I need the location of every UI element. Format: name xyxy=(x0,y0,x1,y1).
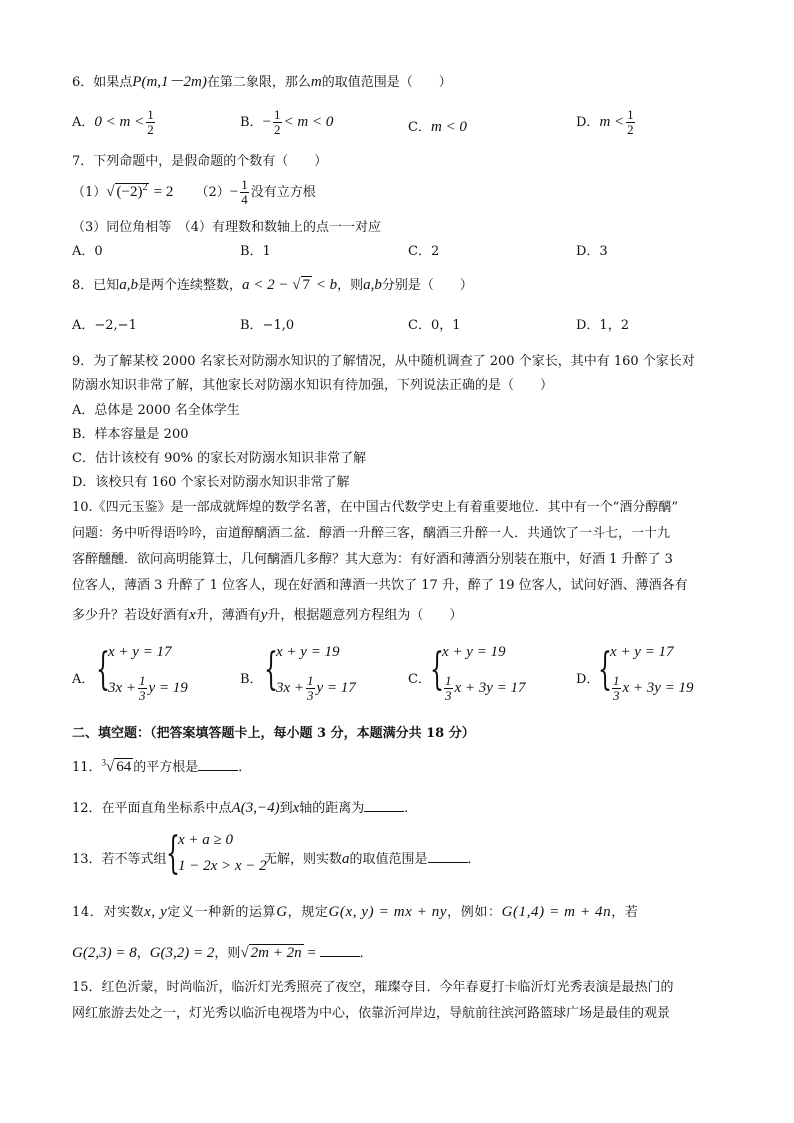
q10-c-frac xyxy=(444,674,453,703)
q14-radicand: 2m + 2n xyxy=(250,945,302,961)
q10-d-den: 3 xyxy=(613,688,620,703)
q9-option-c: C．估计该校有 90% 的家长对防溺水知识非常了解 xyxy=(72,451,367,466)
q10-d-eq2 xyxy=(610,674,694,703)
q12-stem xyxy=(72,797,417,817)
q13-mid: 无解，则实数 xyxy=(264,852,343,867)
q6-option-a xyxy=(72,108,157,137)
section-heading-fill-in: 二、填空题：（把答案填答题卡上，每小题 3 分，本题满分共 18 分） xyxy=(72,726,475,741)
q14-line2 xyxy=(72,942,373,962)
q6-option-b xyxy=(240,108,333,137)
q8-tail2: 分别是（ ） xyxy=(381,278,473,293)
q10-d-frac xyxy=(612,674,621,703)
q10-d-label: D． xyxy=(576,672,600,687)
q10-c-den: 3 xyxy=(445,688,452,703)
q14-sep: ， xyxy=(136,946,150,961)
q14-end: ． xyxy=(359,946,373,961)
q10-b-eq2b: y = 17 xyxy=(316,679,356,696)
q11-answer-blank[interactable] xyxy=(198,758,238,771)
q11-sqrt-sign: √ xyxy=(106,759,115,775)
q14-answer-blank[interactable] xyxy=(320,944,360,957)
q6-var: m xyxy=(310,74,322,90)
q6-d-den: 2 xyxy=(627,122,634,137)
q6-stem xyxy=(72,70,452,91)
q10-a-brace: { xyxy=(96,644,110,695)
q6-point: P(m,1－2m) xyxy=(132,74,207,90)
q11-radicand: 64 xyxy=(116,759,132,775)
q10-line5c: 升，根据题意列方程组为（ ） xyxy=(267,608,463,623)
q12-tail: 轴的距离为 xyxy=(299,801,365,816)
q15-line2: 网红旅游去处之一，灯光秀以临沂电视塔为中心，依靠沂河岸边，导航前往滨河路篮球广场是最佳的观景 xyxy=(72,1006,671,1021)
q10-b-brace: { xyxy=(264,644,278,695)
q14-def: G(x, y) = mx + ny xyxy=(328,904,448,920)
q10-a-label: A． xyxy=(72,672,95,687)
q10-line3: 客醉醺醺．欲问高明能算士，几何醨酒几多醇？其大意为：有好酒和薄酒分别装在瓶中，好酒 1 升醉了 3 xyxy=(72,552,673,567)
q10-a-den: 3 xyxy=(139,688,146,703)
q10-line5b: 升，薄酒有 xyxy=(195,608,261,623)
q14-cond1: G(2,3) = 8 xyxy=(72,945,137,961)
q10-b-num: 1 xyxy=(307,673,314,688)
q7-item2-num: 1 xyxy=(241,177,248,192)
q14-l1c: ，规定 xyxy=(287,905,329,920)
q10-line5 xyxy=(72,604,462,624)
q6-b-den: 2 xyxy=(274,122,281,137)
q14-l1a: 14．对实数 xyxy=(72,905,145,920)
q12-axis: x xyxy=(292,800,300,816)
q6-option-c xyxy=(408,116,467,136)
q9-option-b: B．样本容量是 200 xyxy=(72,427,189,442)
q6-d-num: 1 xyxy=(627,107,634,122)
q14-l1e: ，若 xyxy=(611,905,639,920)
q7-item2-den: 4 xyxy=(241,192,248,207)
q10-option-c xyxy=(430,640,550,706)
q13-end: ． xyxy=(467,852,481,867)
q8-option-a: A．−2,−1 xyxy=(72,318,137,333)
q14-ex: G(1,4) = m + 4n xyxy=(501,904,612,920)
q8-sqrt-sign: √ xyxy=(292,277,301,293)
q10-y: y xyxy=(260,607,268,623)
q12-mid: 到 xyxy=(279,801,293,816)
q7-option-c: C．2 xyxy=(408,244,440,259)
q12-point: A(3,−4) xyxy=(231,800,280,816)
q6-b-minus: − xyxy=(262,114,272,130)
q6-tail: 的取值范围是（ ） xyxy=(321,75,452,90)
q10-d-eq2b: x + 3y = 19 xyxy=(622,679,694,696)
q14-cond2: G(3,2) = 2 xyxy=(149,945,215,961)
q6-d-label: D． xyxy=(576,115,600,130)
q8-mid: 是两个连续整数， xyxy=(138,278,243,293)
q6-a-num: 1 xyxy=(147,107,154,122)
q8-prefix: 8．已知 xyxy=(72,278,120,293)
q10-x: x xyxy=(189,607,196,623)
q14-equals: = xyxy=(303,945,320,961)
q8-option-b: B．−1,0 xyxy=(240,318,295,333)
q6-c-label: C． xyxy=(408,120,431,135)
q7-items-row2: （3）同位角相等 （4）有理数和数轴上的点一一对应 xyxy=(72,220,382,235)
q10-c-eq2 xyxy=(442,674,526,703)
q10-b-frac xyxy=(306,674,315,703)
q11-stem xyxy=(72,756,251,776)
q14-l1b: 定义一种新的运算 xyxy=(167,905,277,920)
q7-item1-sup: 2 xyxy=(142,182,148,193)
q7-item2-minus: − xyxy=(229,184,239,200)
q10-option-b xyxy=(264,640,384,706)
q6-prefix: 6．如果点 xyxy=(72,75,133,90)
q8-option-d: D．1，2 xyxy=(576,318,629,333)
q8-tail1: ，则 xyxy=(337,278,364,293)
q8-ineq-left: a < 2 − xyxy=(242,277,293,293)
q10-a-eq2b: y = 19 xyxy=(148,679,188,696)
q10-b-eq2 xyxy=(276,674,356,703)
q13-prefix: 13．若不等式组 xyxy=(72,852,167,867)
q8-ineq-rad: 7 xyxy=(302,277,311,293)
q10-c-eq1: x + y = 19 xyxy=(442,644,506,660)
q12-end: ． xyxy=(404,801,418,816)
q6-a-den: 2 xyxy=(147,122,154,137)
q10-a-frac xyxy=(138,674,147,703)
q7-option-b: B．1 xyxy=(240,244,271,259)
q11-prefix: 11． xyxy=(72,760,102,775)
q10-b-eq1: x + y = 19 xyxy=(276,644,340,660)
q7-item1-label: （1） xyxy=(72,185,107,200)
q10-c-eq2b: x + 3y = 17 xyxy=(454,679,526,696)
q13-eq2: 1 − 2x > x − 2 xyxy=(178,858,267,874)
q7-item1-radicand xyxy=(115,183,150,200)
q7-option-a: A．0 xyxy=(72,244,103,259)
q7-item1-rad: (−2) xyxy=(116,184,143,200)
q10-line5a: 多少升？若设好酒有 xyxy=(72,608,190,623)
q6-d-fraction xyxy=(626,108,635,137)
q15-line1: 15．红色沂蒙，时尚临沂，临沂灯光秀照亮了夜空，璀璨夺目．今年春夏打卡临沂灯光秀表演是最热门的 xyxy=(72,980,674,995)
q6-b-fraction xyxy=(273,108,282,137)
q13-tail-text: 的取值范围是 xyxy=(349,852,428,867)
q14-l1d: ，例如： xyxy=(447,905,502,920)
q8-ab: a,b xyxy=(119,277,139,293)
q13-tail xyxy=(264,848,481,868)
q10-b-label: B． xyxy=(240,672,263,687)
q9-option-a: A．总体是 2000 名全体学生 xyxy=(72,403,240,418)
q10-d-brace: { xyxy=(598,644,612,695)
q10-line2: 问题：务中听得语吟吟，亩道醇醨酒二盆．醇酒一升醉三客，醨酒三升醉一人．共通饮了一斗七，一十九 xyxy=(72,526,671,541)
q10-c-label: C． xyxy=(408,672,431,687)
q6-b-right: < m < 0 xyxy=(283,114,334,130)
q13-brace: { xyxy=(166,828,180,879)
q10-d-eq1: x + y = 17 xyxy=(610,644,674,660)
q11-end: ． xyxy=(238,760,252,775)
q12-answer-blank[interactable] xyxy=(364,799,404,812)
q8-stem xyxy=(72,274,473,294)
q6-d-left: m < xyxy=(599,114,625,130)
q7-option-d: D．3 xyxy=(576,244,608,259)
q14-line1 xyxy=(72,901,638,921)
q12-prefix: 12．在平面直角坐标系中点 xyxy=(72,801,232,816)
q6-option-d xyxy=(576,108,637,137)
q14-sqrt-sign: √ xyxy=(240,945,249,961)
q11-root-index: 3 xyxy=(101,757,107,768)
q7-sqrt-sign: √ xyxy=(106,184,115,200)
q7-item1-rest: = 2 xyxy=(153,184,174,200)
q7-item2-fraction xyxy=(240,178,249,207)
q10-a-eq1: x + y = 17 xyxy=(108,644,172,660)
q8-option-c: C．0，1 xyxy=(408,318,461,333)
q7-item2-text: 没有立方根 xyxy=(250,185,316,200)
q14-xy: x, y xyxy=(144,904,168,920)
q14-g: G xyxy=(276,904,288,920)
q10-a-num: 1 xyxy=(139,673,146,688)
q8-ab2: a,b xyxy=(363,277,382,293)
q6-b-label: B． xyxy=(240,115,263,130)
q13-eq1: x + a ≥ 0 xyxy=(178,832,234,848)
q9-line2: 防溺水知识非常了解，其他家长对防溺水知识有待加强，下列说法正确的是（ ） xyxy=(72,378,554,393)
q10-line4: 位客人，薄酒 3 升醉了 1 位客人，现在好酒和薄酒一共饮了 17 升，醉了 19 位客人，试问好酒、薄酒各有 xyxy=(72,578,688,593)
q9-line1: 9．为了解某校 2000 名家长对防溺水知识的了解情况，从中随机调查了 200 个家长，其中有 160 个家长对 xyxy=(72,354,695,369)
q10-option-a xyxy=(96,640,216,706)
q6-a-left: 0 < m < xyxy=(94,114,145,130)
q7-stem: 7．下列命题中，是假命题的个数有（ ） xyxy=(72,154,328,169)
q10-a-eq2a: 3x + xyxy=(108,679,137,696)
q6-suffix: 在第二象限，那么 xyxy=(206,75,311,90)
q10-c-num: 1 xyxy=(445,673,452,688)
q7-item2-label: （2） xyxy=(195,185,230,200)
q10-option-d xyxy=(598,640,718,706)
q7-items-row1 xyxy=(72,178,316,207)
q10-d-num: 1 xyxy=(613,673,620,688)
q14-then: ，则 xyxy=(214,946,241,961)
q10-b-den: 3 xyxy=(307,688,314,703)
q6-c-text: m < 0 xyxy=(430,119,467,135)
q10-line1: 10.《四元玉鉴》是一部成就辉煌的数学名著，在中国古代数学史上有着重要地位．其中有一个“酒分醇醨” xyxy=(72,500,678,515)
q6-a-fraction xyxy=(146,108,155,137)
q9-option-d: D．该校只有 160 个家长对防溺水知识非常了解 xyxy=(72,475,350,490)
q11-tail: 的平方根是 xyxy=(133,760,199,775)
q10-c-brace: { xyxy=(430,644,444,695)
q10-b-eq2a: 3x + xyxy=(276,679,305,696)
q8-ineq-right: < b xyxy=(312,277,338,293)
q6-a-label: A． xyxy=(72,115,95,130)
q10-a-eq2 xyxy=(108,674,188,703)
q13-var: a xyxy=(342,851,350,867)
q6-b-num: 1 xyxy=(274,107,281,122)
q13-answer-blank[interactable] xyxy=(428,850,468,863)
